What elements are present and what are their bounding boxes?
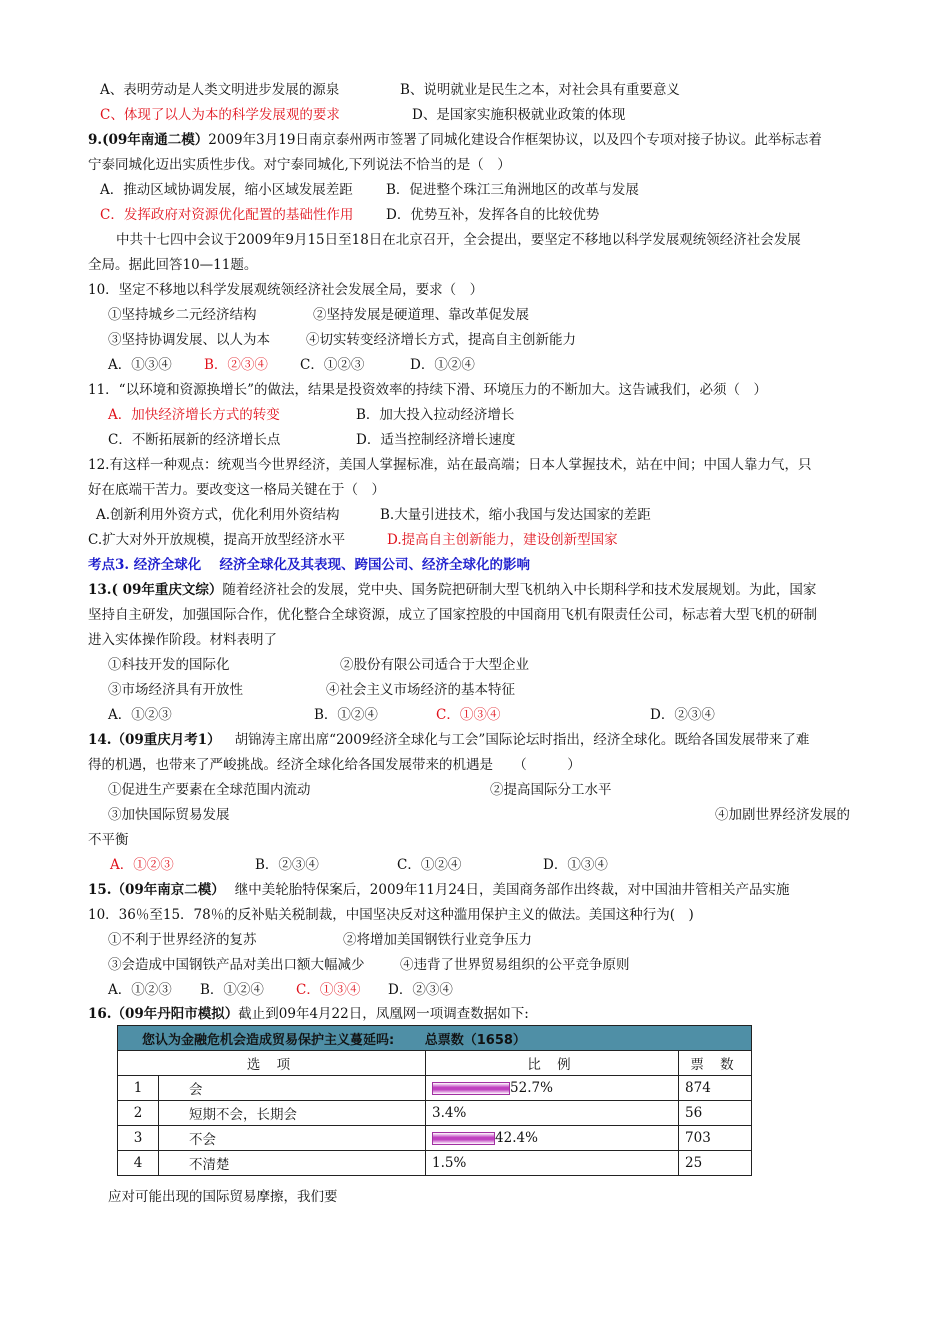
q9-option-c-answer: C．发挥政府对资源优化配置的基础性作用 (100, 207, 354, 223)
q11-option-a-answer: A．加快经济增长方式的转变 (108, 407, 280, 423)
q12-option-a: A.创新利用外资方式，优化利用外资结构 (96, 507, 340, 523)
q11-option-b: B．加大投入拉动经济增长 (356, 407, 515, 423)
q10-item-1: ①坚持城乡二元经济结构 (108, 307, 257, 323)
q14-item-4: ④加剧世界经济发展的 (715, 807, 850, 823)
q9-option-d: D．优势互补，发挥各自的比较优势 (386, 207, 600, 223)
section-heading: 考点3. 经济全球化 经济全球化及其表现、跨国公司、经济全球化的影响 (88, 557, 530, 573)
q14-option-b: B．②③④ (255, 857, 319, 873)
row-ratio: 52.7% (426, 1076, 679, 1101)
row-ratio: 3.4% (426, 1101, 679, 1126)
question-13: 13.( 09年重庆文综）随着经济社会的发展，党中央、国务院把研制大型飞机纳入中长期科学和技术发展规划。为此，国家 (88, 582, 817, 598)
row-option: 会 (159, 1076, 426, 1101)
row-ratio: 42.4% (426, 1126, 679, 1151)
q15-item-3: ③会造成中国钢铁产品对美出口额大幅减少 (108, 957, 365, 973)
question-14: 14.（09重庆月考1） 胡锦涛主席出席“2009经济全球化与工会”国际论坛时指出，经济全球化。既给各国发展带来了难 (88, 732, 810, 748)
question-13-cont: 坚持自主研发，加强国际合作，优化整合全球资源，成立了国家控股的中国商用飞机有限责任公司，标志着大型飞机的研制 (88, 607, 817, 623)
q13-option-b: B．①②④ (314, 707, 378, 723)
q13-item-1: ①科技开发的国际化 (108, 657, 230, 673)
q15-option-b: B．①②④ (200, 982, 264, 998)
row-votes: 874 (679, 1076, 752, 1101)
q12-option-b: B.大量引进技术，缩小我国与发达国家的差距 (380, 507, 651, 523)
q10-option-b-answer: B．②③④ (204, 357, 268, 373)
row-option: 不会 (159, 1126, 426, 1151)
option-d: D、是国家实施积极就业政策的体现 (412, 107, 626, 123)
q14-option-c: C．①②④ (397, 857, 462, 873)
question-10: 10．坚定不移地以科学发展观统领经济社会发展全局，要求（ ） (88, 282, 484, 298)
q14-item-3: ③加快国际贸易发展 (108, 807, 230, 823)
intro-text: 中共十七四中会议于2009年9月15日至18日在北京召开，全会提出，要坚定不移地以科学发展观统领经济社会发展 (116, 232, 801, 248)
question-11: 11．“以环境和资源换增长”的做法，结果是投资效率的持续下滑、环境压力的不断加大。这告诫我们，必须（ ） (88, 382, 767, 398)
q13-option-a: A．①②③ (108, 707, 172, 723)
row-votes: 25 (679, 1151, 752, 1176)
question-13-cont2: 进入实体操作阶段。材料表明了 (88, 632, 277, 648)
table-row (118, 1076, 752, 1101)
q10-item-3: ③坚持协调发展、以人为本 (108, 332, 270, 348)
q15-option-c-answer: C．①③④ (296, 982, 361, 998)
question-14-cont: 得的机遇，也带来了严峻挑战。经济全球化给各国发展带来的机遇是 （ ） (88, 757, 581, 773)
row-number: 1 (118, 1076, 159, 1101)
q10-item-2: ②坚持发展是硬道理、靠改革促发展 (313, 307, 529, 323)
row-number: 4 (118, 1151, 159, 1176)
q11-option-d: D．适当控制经济增长速度 (356, 432, 516, 448)
row-ratio: 1.5% (426, 1151, 679, 1176)
row-option: 不清楚 (159, 1151, 426, 1176)
q13-item-4: ④社会主义市场经济的基本特征 (326, 682, 515, 698)
q14-item-1: ①促进生产要素在全球范围内流动 (108, 782, 311, 798)
row-votes: 703 (679, 1126, 752, 1151)
question-15-cont: 10．36％至15．78％的反补贴关税制裁，中国坚决反对这种滥用保护主义的做法。美国这种行为( ) (88, 907, 694, 923)
q15-option-d: D．②③④ (388, 982, 453, 998)
row-option: 短期不会，长期会 (159, 1101, 426, 1126)
survey-header-row (118, 1026, 752, 1051)
q13-item-2: ②股份有限公司适合于大型企业 (340, 657, 529, 673)
question-16: 16.（09年丹阳市模拟）截止到09年4月22日，凤凰网一项调查数据如下: (88, 1006, 529, 1022)
question-9: 9.(09年南通二模）2009年3月19日南京泰州两市签署了同城化建设合作框架协议，以及四个专项对接子协议。此举标志着 (88, 132, 822, 148)
q12-option-d-answer: D.提高自主创新能力，建设创新型国家 (387, 532, 618, 548)
ratio-bar (432, 1132, 495, 1145)
table-row (118, 1151, 752, 1176)
q13-option-d: D．②③④ (650, 707, 715, 723)
q15-item-1: ①不利于世界经济的复苏 (108, 932, 257, 948)
table-row (118, 1101, 752, 1126)
column-header-row (118, 1051, 752, 1076)
q12-option-c: C.扩大对外开放规模，提高开放型经济水平 (88, 532, 346, 548)
q15-item-4: ④违背了世界贸易组织的公平竞争原则 (400, 957, 630, 973)
option-c-answer: C、体现了以人为本的科学发展观的要求 (100, 107, 340, 123)
question-9-cont: 宁泰同城化迈出实质性步伐。对宁泰同城化,下列说法不恰当的是（ ） (88, 157, 511, 173)
col-votes-header: 票 数 (679, 1051, 752, 1076)
q14-item-4-cont: 不平衡 (88, 832, 129, 848)
question-16-prompt: 应对可能出现的国际贸易摩擦，我们要 (108, 1189, 338, 1205)
col-ratio-header: 比 例 (426, 1051, 679, 1076)
q10-option-c: C．①②③ (300, 357, 365, 373)
col-option-header: 选 项 (118, 1051, 426, 1076)
intro-text-cont: 全局。据此回答10—11题。 (88, 257, 258, 273)
survey-table (117, 1025, 752, 1176)
q15-item-2: ②将增加美国钢铁行业竞争压力 (343, 932, 532, 948)
q13-item-3: ③市场经济具有开放性 (108, 682, 243, 698)
ratio-bar (432, 1082, 510, 1095)
q9-option-a: A．推动区域协调发展，缩小区域发展差距 (100, 182, 353, 198)
row-votes: 56 (679, 1101, 752, 1126)
q13-option-c-answer: C．①③④ (436, 707, 501, 723)
q14-option-a-answer: A．①②③ (110, 857, 174, 873)
survey-title: 您认为金融危机会造成贸易保护主义蔓延吗: 总票数（1658） (118, 1026, 752, 1051)
option-a: A、表明劳动是人类文明进步发展的源泉 (100, 82, 340, 98)
question-12: 12.有这样一种观点：统观当今世界经济，美国人掌握标准，站在最高端；日本人掌握技术，站在中间；中国人靠力气，只 (88, 457, 812, 473)
option-b: B、说明就业是民生之本，对社会具有重要意义 (400, 82, 680, 98)
q14-item-2: ②提高国际分工水平 (490, 782, 612, 798)
q10-option-a: A．①③④ (108, 357, 172, 373)
q15-option-a: A．①②③ (108, 982, 172, 998)
table-row (118, 1126, 752, 1151)
question-12-cont: 好在底端干苦力。要改变这一格局关键在于（ ） (88, 482, 385, 498)
q14-option-d: D．①③④ (543, 857, 608, 873)
row-number: 3 (118, 1126, 159, 1151)
q11-option-c: C．不断拓展新的经济增长点 (108, 432, 281, 448)
row-number: 2 (118, 1101, 159, 1126)
q9-option-b: B．促进整个珠江三角洲地区的改革与发展 (386, 182, 639, 198)
q10-item-4: ④切实转变经济增长方式，提高自主创新能力 (306, 332, 576, 348)
question-15: 15.（09年南京二模） 继中美轮胎特保案后，2009年11月24日，美国商务部作出终裁，对中国油井管相关产品实施 (88, 882, 790, 898)
q10-option-d: D．①②④ (410, 357, 475, 373)
